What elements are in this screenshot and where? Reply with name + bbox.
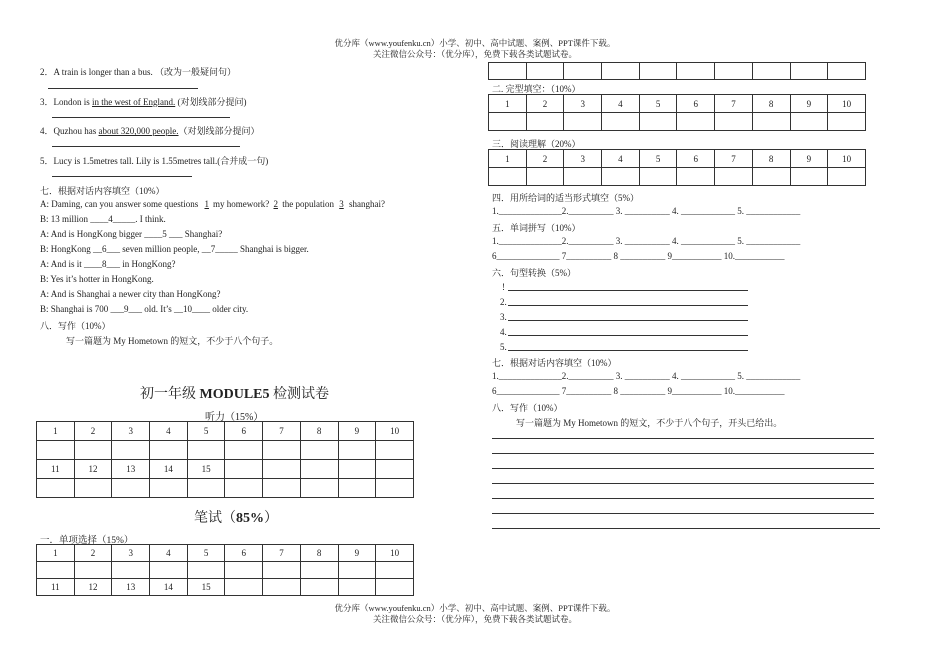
answer-cell — [564, 113, 602, 131]
grid-cell: 4 — [602, 150, 640, 168]
answer-cell — [37, 562, 75, 579]
answer-line — [508, 320, 748, 321]
grid-cell: 13 — [112, 579, 150, 596]
grid-cell: 9 — [790, 95, 828, 113]
section-7-title: 七．根据对话内容填空（10%） — [40, 186, 165, 196]
written-title-percent: 85% — [236, 511, 264, 526]
grid-cell: 7 — [715, 95, 753, 113]
answer-cell — [225, 460, 263, 479]
answer-cell — [338, 441, 376, 460]
written-title-pre: 笔试（ — [194, 511, 236, 526]
grid-cell: 10 — [376, 422, 414, 441]
grid-cell: 12 — [74, 460, 112, 479]
grid-cell: 11 — [37, 460, 75, 479]
writing-line — [492, 498, 874, 499]
section-8-body-right: 写一篇题为 My Hometown 的短文，不少于八个句子，开头已给出。 — [516, 418, 783, 428]
answer-cell — [376, 441, 414, 460]
grid-cell: 5 — [639, 150, 677, 168]
blank-1: 1 — [204, 199, 209, 209]
cloze-answer-grid — [488, 94, 866, 131]
answer-cell — [338, 579, 376, 596]
grid-cell: 8 — [752, 150, 790, 168]
exam-title-module: MODULE5 — [199, 387, 270, 402]
answer-cell — [376, 479, 414, 498]
grid-cell: 3 — [564, 95, 602, 113]
grid-cell: 10 — [376, 545, 414, 562]
section-6-title: 六．句型转换（5%） — [492, 268, 576, 278]
grid-cell: 9 — [338, 422, 376, 441]
grid-cell: 5 — [639, 95, 677, 113]
dialog-line-1 — [40, 199, 385, 209]
answer-cell — [489, 63, 527, 80]
answer-cell — [564, 63, 602, 80]
answer-cell — [526, 63, 564, 80]
grid-cell: 1 — [489, 95, 527, 113]
grid-cell: 6 — [225, 545, 263, 562]
grid-cell: 13 — [112, 460, 150, 479]
section-4-answer-line: 1.______________2.__________ 3. __________ 4. ____________ 5. ____________ — [492, 206, 801, 216]
answer-line — [52, 146, 240, 147]
grid-cell: 6 — [677, 95, 715, 113]
grid-cell: 8 — [300, 422, 338, 441]
answer-cell — [187, 479, 225, 498]
grid-cell: 7 — [263, 422, 301, 441]
grid-cell: 4 — [150, 422, 188, 441]
answer-cell — [37, 441, 75, 460]
answer-cell — [489, 168, 527, 186]
answer-cell — [37, 479, 75, 498]
answer-cell — [187, 441, 225, 460]
grid-cell: 5 — [187, 545, 225, 562]
listening-answer-grid — [36, 421, 414, 498]
section-6-item-2: 2. — [500, 297, 507, 307]
writing-line — [492, 438, 874, 439]
grid-cell: 11 — [37, 579, 75, 596]
exam-title-pre: 初一年级 — [140, 387, 200, 402]
grid-cell: 9 — [790, 150, 828, 168]
answer-cell — [376, 460, 414, 479]
section-6-item-4: 4. — [500, 327, 507, 337]
answer-cell — [526, 168, 564, 186]
answer-cell — [338, 460, 376, 479]
page-footer-line2: 关注微信公众号：（优分库），免费下载各类试题试卷。 — [372, 614, 577, 624]
grid-cell: 7 — [263, 545, 301, 562]
grid-cell: 4 — [150, 545, 188, 562]
answer-cell — [677, 113, 715, 131]
blank-2: 2 — [273, 199, 278, 209]
answer-cell — [112, 562, 150, 579]
section-6-item-5: 5. — [500, 342, 507, 352]
grid-cell: 2 — [526, 95, 564, 113]
section-7-answer-line-2: 6______________ 7__________ 8 __________ 9___________ 10.___________ — [492, 386, 785, 396]
dialog-line-7: A: And is Shanghai a newer city than HongKong? — [40, 289, 221, 299]
answer-cell — [639, 168, 677, 186]
answer-cell — [752, 63, 790, 80]
answer-cell — [715, 63, 753, 80]
answer-line — [508, 335, 748, 336]
grid-cell: 15 — [187, 579, 225, 596]
section-7-title-right: 七．根据对话内容填空（10%） — [492, 358, 617, 368]
dialog-line-6: B: Yes it’s hotter in HongKong. — [40, 274, 154, 284]
question-4 — [40, 124, 260, 137]
grid-cell: 9 — [338, 545, 376, 562]
answer-cell — [300, 460, 338, 479]
dialog-line-8: B: Shanghai is 700 ___9___ old. It’s __10____ older city. — [40, 304, 249, 314]
written-title-post: ） — [264, 511, 278, 526]
answer-cell — [338, 479, 376, 498]
question-3 — [40, 95, 247, 108]
grid-cell: 6 — [677, 150, 715, 168]
answer-cell — [752, 113, 790, 131]
answer-cell — [74, 562, 112, 579]
blank-3: 3 — [339, 199, 344, 209]
answer-cell — [225, 579, 263, 596]
answer-cell — [376, 562, 414, 579]
writing-line — [492, 468, 874, 469]
grid-cell: 3 — [564, 150, 602, 168]
grid-cell: 4 — [602, 95, 640, 113]
answer-line — [508, 350, 748, 351]
answer-cell — [677, 168, 715, 186]
answer-line — [48, 88, 198, 89]
answer-cell — [263, 460, 301, 479]
answer-cell — [300, 441, 338, 460]
answer-cell — [225, 441, 263, 460]
section-8-title-right: 八．写作（10%） — [492, 403, 563, 413]
grid-cell: 10 — [828, 150, 866, 168]
section-7-answer-line-1: 1.______________2.__________ 3. __________ 4. ____________ 5. ____________ — [492, 371, 801, 381]
answer-cell — [112, 479, 150, 498]
grid-cell: 2 — [526, 150, 564, 168]
answer-cell — [489, 113, 527, 131]
question-4-underlined: about 320,000 people. — [98, 126, 179, 136]
grid-cell: 1 — [37, 545, 75, 562]
question-2: 2．A train is longer than a bus. （改为一般疑问句） — [40, 67, 236, 77]
answer-cell — [639, 113, 677, 131]
answer-cell — [602, 113, 640, 131]
answer-cell — [715, 168, 753, 186]
writing-line — [492, 453, 874, 454]
grid-cell: 7 — [715, 150, 753, 168]
answer-cell — [564, 168, 602, 186]
section-5-answer-line-1: 1.______________2.__________ 3. __________ 4. ____________ 5. ____________ — [492, 236, 801, 246]
answer-cell — [790, 168, 828, 186]
question-3-underlined: in the west of England. — [92, 97, 176, 107]
answer-cell — [300, 562, 338, 579]
grid-cell: 3 — [112, 422, 150, 441]
section-5-answer-line-2: 6______________ 7__________ 8 __________ 9___________ 10.___________ — [492, 251, 785, 261]
question-3-post: (对划线部分提问) — [175, 97, 247, 107]
writing-line — [492, 513, 874, 514]
answer-line — [52, 117, 230, 118]
grid-cell: 14 — [150, 579, 188, 596]
answer-cell — [112, 441, 150, 460]
answer-cell — [752, 168, 790, 186]
answer-line — [508, 290, 748, 291]
grid-cell: 1 — [489, 150, 527, 168]
answer-cell — [300, 479, 338, 498]
grid-cell: 12 — [74, 579, 112, 596]
answer-cell — [150, 479, 188, 498]
section-3-title: 三．阅读理解（20%） — [492, 139, 581, 149]
answer-cell — [828, 168, 866, 186]
section-6-item-1: ! — [502, 282, 505, 292]
reading-answer-grid — [488, 149, 866, 186]
grid-cell: 14 — [150, 460, 188, 479]
section-4-title: 四．用所给词的适当形式填空（5%） — [492, 193, 639, 203]
grid-cell: 8 — [752, 95, 790, 113]
grid-cell: 2 — [74, 545, 112, 562]
dialog-text: the population — [279, 199, 337, 209]
writing-line — [492, 528, 880, 529]
writing-line — [492, 483, 874, 484]
section-5-title: 五．单词拼写（10%） — [492, 223, 581, 233]
exam-title — [140, 383, 329, 403]
answer-cell — [790, 63, 828, 80]
dialog-line-5: A: And is it ____8___ in HongKong? — [40, 259, 176, 269]
answer-cell — [74, 441, 112, 460]
dialog-line-3: A: And is HongKong bigger ____5 ___ Shanghai? — [40, 229, 223, 239]
answer-cell — [150, 441, 188, 460]
answer-cell — [526, 113, 564, 131]
answer-cell — [263, 579, 301, 596]
grid-cell: 6 — [225, 422, 263, 441]
page-header-line1: 优分库（www.youfenku.cn）小学、初中、高中试题、案例、PPT课件下载。 — [334, 38, 616, 48]
grid-cell: 10 — [828, 95, 866, 113]
answer-cell — [263, 441, 301, 460]
page-footer-line1: 优分库（www.youfenku.cn）小学、初中、高中试题、案例、PPT课件下载。 — [334, 603, 616, 613]
answer-cell — [677, 63, 715, 80]
grid-cell: 5 — [187, 422, 225, 441]
grid-cell: 2 — [74, 422, 112, 441]
answer-cell — [338, 562, 376, 579]
section-1-title: 一．单项选择（15%） — [40, 536, 134, 546]
dialog-line-2: B: 13 million ____4_____. I think. — [40, 214, 166, 224]
question-4-post: （对划线部分提问） — [178, 126, 260, 136]
dialog-text: A: Daming, can you answer some questions — [40, 199, 201, 209]
choice-answer-grid — [36, 544, 414, 596]
answer-cell — [225, 562, 263, 579]
answer-cell — [828, 63, 866, 80]
answer-cell — [74, 479, 112, 498]
grid-cell: 8 — [300, 545, 338, 562]
grid-cell: 3 — [112, 545, 150, 562]
dialog-text: my homework? — [212, 199, 272, 209]
answer-line — [52, 176, 192, 177]
question-5: 5．Lucy is 1.5metres tall. Lily is 1.55metres tall.(合并成一句) — [40, 156, 269, 166]
answer-cell — [263, 479, 301, 498]
answer-cell — [602, 168, 640, 186]
page-header-line2: 关注微信公众号：（优分库），免费下载各类试题试卷。 — [372, 49, 577, 59]
section-8-title: 八．写作（10%） — [40, 321, 111, 331]
section-8-body: 写一篇题为 My Hometown 的短文，不少于八个句子。 — [66, 336, 279, 346]
section-2-title: 二. 完型填空：（10%） — [492, 84, 581, 94]
top-answer-strip — [488, 62, 866, 80]
answer-cell — [187, 562, 225, 579]
listening-title: 听力（15%） — [205, 412, 264, 423]
grid-cell: 15 — [187, 460, 225, 479]
question-4-pre: 4．Quzhou has — [40, 126, 99, 136]
answer-cell — [639, 63, 677, 80]
answer-cell — [225, 479, 263, 498]
exam-title-post: 检测试卷 — [269, 387, 329, 402]
section-6-item-3: 3. — [500, 312, 507, 322]
dialog-line-4: B: HongKong __6___ seven million people, __7_____ Shanghai is bigger. — [40, 244, 309, 254]
answer-cell — [715, 113, 753, 131]
grid-cell: 1 — [37, 422, 75, 441]
answer-cell — [300, 579, 338, 596]
answer-cell — [790, 113, 828, 131]
answer-cell — [150, 562, 188, 579]
answer-line — [508, 305, 748, 306]
answer-cell — [602, 63, 640, 80]
question-3-pre: 3．London is — [40, 97, 93, 107]
answer-cell — [828, 113, 866, 131]
written-test-title — [194, 507, 278, 527]
answer-cell — [376, 579, 414, 596]
answer-cell — [263, 562, 301, 579]
dialog-text: shanghai? — [346, 199, 385, 209]
